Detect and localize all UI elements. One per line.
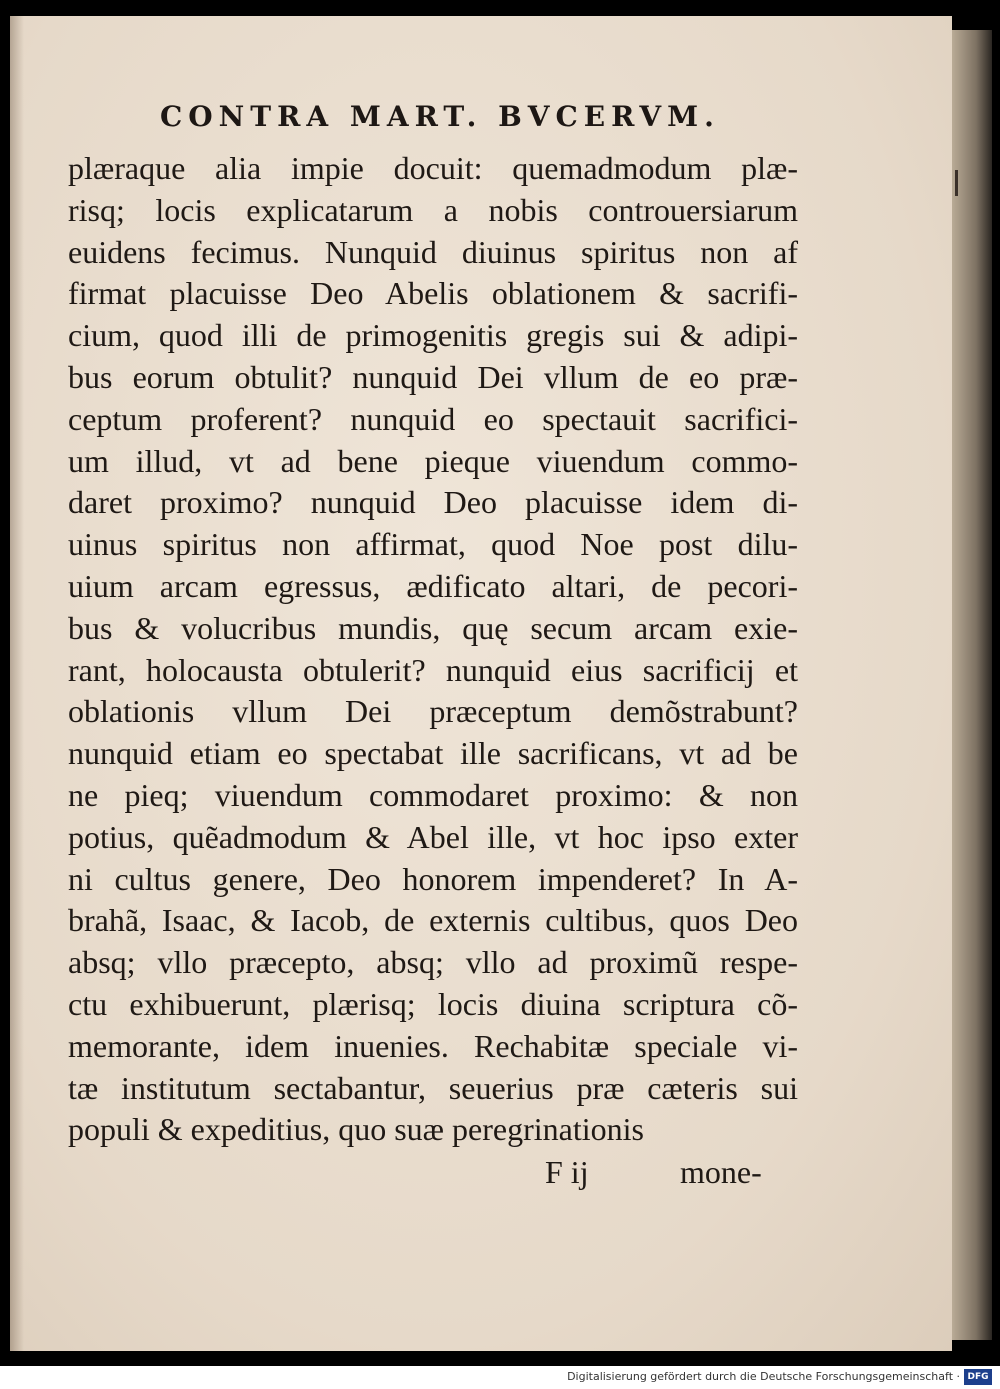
signature-mark: F ij: [545, 1154, 589, 1190]
text-line: risq; locis explicatarum a nobis controuersiarum: [68, 191, 798, 228]
text-line: cium, quod illi de primogenitis gregis sui & adipi-: [68, 317, 798, 354]
text-line: um illud, vt ad bene pieque viuendum commo-: [68, 442, 798, 479]
text-line: ceptum proferent? nunquid eo spectauit sacrifici-: [68, 400, 798, 437]
text-line: brahã, Isaac, & Iacob, de externis cultibus, quos Deo: [68, 902, 798, 939]
text-line: bus eorum obtulit? nunquid Dei vllum de eo præ-: [68, 358, 798, 395]
text-line: euidens fecimus. Nunquid diuinus spiritus non af: [68, 233, 798, 270]
text-line: uinus spiritus non affirmat, quod Noe post dilu-: [68, 526, 798, 563]
text-line: oblationis vllum Dei præceptum demõstrabunt?: [68, 693, 798, 730]
catchword: mone-: [680, 1154, 762, 1190]
text-line: daret proximo? nunquid Deo placuisse idem di-: [68, 484, 798, 521]
text-line: ctu exhibuerunt, plærisq; locis diuina scriptura cõ-: [68, 985, 798, 1022]
text-line: potius, quẽadmodum & Abel ille, vt hoc ipso exter: [68, 818, 798, 855]
text-line: absq; vllo præcepto, absq; vllo ad proximũ respe-: [68, 944, 798, 981]
text-block: [68, 148, 798, 1151]
page-edge: [952, 30, 992, 1340]
text-line: rant, holocausta obtulerit? nunquid eius sacrificij et: [68, 651, 798, 688]
text-line: tæ institutum sectabantur, seuerius præ cæteris sui: [68, 1069, 798, 1106]
dfg-logo: DFG: [964, 1369, 992, 1385]
text-line: nunquid etiam eo spectabat ille sacrificans, vt ad be: [68, 735, 798, 772]
text-line: memorante, idem inuenies. Rechabitæ speciale vi-: [68, 1027, 798, 1064]
text-line: populi & expeditius, quo suæ peregrinationis: [68, 1111, 644, 1148]
text-line: bus & volucribus mundis, quę secum arcam exie-: [68, 609, 798, 646]
text-line: ni cultus genere, Deo honorem impenderet? In A-: [68, 860, 798, 897]
text-line: firmat placuisse Deo Abelis oblationem & sacrifi-: [68, 275, 798, 312]
running-head: CONTRA MART. BVCERVM.: [160, 100, 720, 133]
text-line: ne pieq; viuendum commodaret proximo: & non: [68, 776, 798, 813]
text-line: uium arcam egressus, ædificato altari, de pecori-: [68, 567, 798, 604]
funding-credit: Digitalisierung gefördert durch die Deutsche Forschungsgemeinschaft ·: [567, 1370, 960, 1383]
margin-mark: [955, 170, 958, 196]
text-line: plæraque alia impie docuit: quemadmodum plæ-: [68, 150, 798, 186]
page-gutter-shadow: [10, 16, 24, 1351]
